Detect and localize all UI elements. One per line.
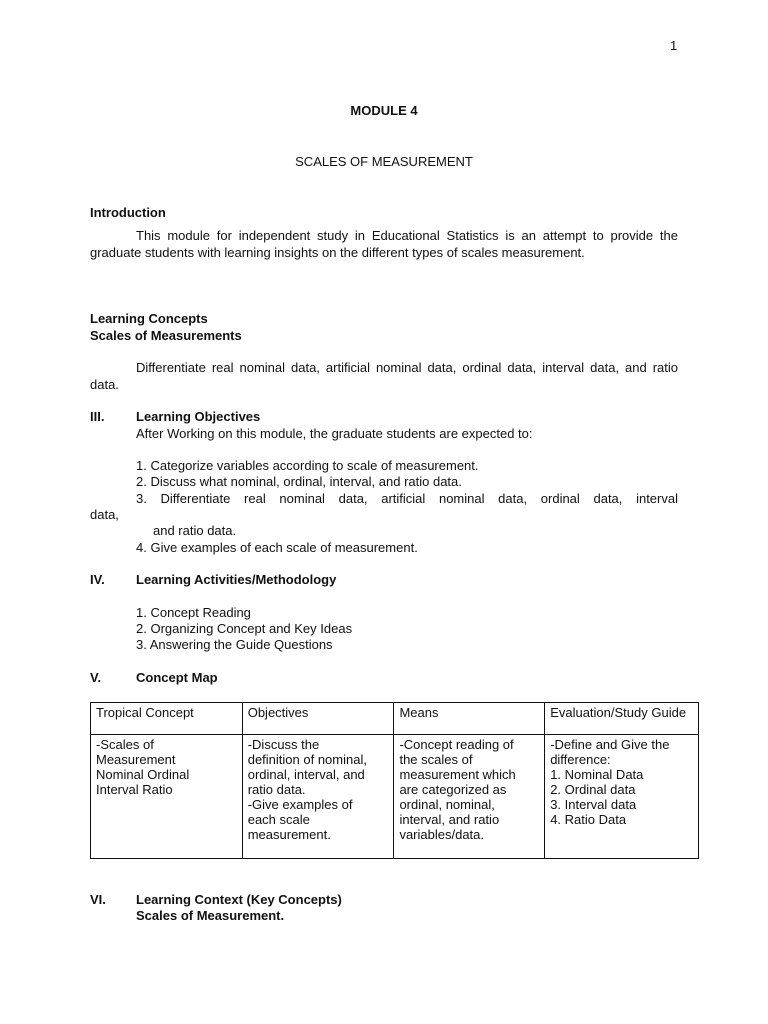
table-row bbox=[91, 735, 699, 859]
cell-line: ratio data. bbox=[247, 782, 306, 797]
intro-paragraph: This module for independent study in Educational Statistics is an attempt to provide the graduate students with learning insights on the different types of scales measurement. bbox=[90, 228, 678, 260]
activities-heading: Learning Activities/Methodology bbox=[136, 572, 337, 587]
section-number: VI. bbox=[90, 892, 106, 907]
objectives-heading: Learning Objectives bbox=[136, 409, 261, 424]
cell-line: 1. Nominal Data bbox=[550, 767, 644, 782]
cell-line: variables/data. bbox=[399, 827, 485, 842]
section-number: III. bbox=[90, 409, 105, 424]
list-item-continuation: data, bbox=[90, 507, 119, 522]
table-header-cell: Objectives bbox=[242, 703, 394, 735]
cell-line: -Scales of bbox=[96, 737, 154, 752]
cell-line: ordinal, nominal, bbox=[399, 797, 495, 812]
concept-map-table bbox=[90, 702, 699, 859]
learning-concepts-heading: Learning Concepts bbox=[90, 311, 208, 326]
cell-line: 2. Ordinal data bbox=[550, 782, 636, 797]
objectives-lead: After Working on this module, the graduate students are expected to: bbox=[136, 426, 533, 441]
concept-map-heading: Concept Map bbox=[136, 670, 218, 685]
context-heading: Learning Context (Key Concepts) bbox=[136, 892, 342, 907]
list-item: 4. Give examples of each scale of measurement. bbox=[136, 540, 418, 555]
cell-line: definition of nominal, bbox=[247, 752, 367, 767]
table-header-row bbox=[91, 703, 699, 735]
context-subheading: Scales of Measurement. bbox=[136, 908, 285, 923]
cell-line: each scale bbox=[247, 812, 310, 827]
table-cell bbox=[91, 735, 243, 859]
cell-line: measurement which bbox=[399, 767, 516, 782]
list-item: 3. Differentiate real nominal data, artificial nominal data, ordinal data, interval bbox=[136, 491, 678, 506]
section-number: IV. bbox=[90, 572, 105, 587]
cell-line: 3. Interval data bbox=[550, 797, 637, 812]
cell-line: ordinal, interval, and bbox=[247, 767, 365, 782]
list-item: 3. Answering the Guide Questions bbox=[136, 637, 333, 652]
table-cell bbox=[242, 735, 394, 859]
cell-line: -Discuss the bbox=[247, 737, 320, 752]
module-title: MODULE 4 bbox=[350, 103, 418, 118]
intro-heading: Introduction bbox=[90, 205, 166, 220]
cell-line: difference: bbox=[550, 752, 611, 767]
learning-concepts-paragraph: Differentiate real nominal data, artificial nominal data, ordinal data, interval data, and ratio data. bbox=[90, 360, 678, 392]
cell-line: measurement. bbox=[247, 827, 331, 842]
cell-line: 4. Ratio Data bbox=[550, 812, 627, 827]
table-cell bbox=[394, 735, 545, 859]
cell-line: -Define and Give the bbox=[550, 737, 670, 752]
list-item: 2. Discuss what nominal, ordinal, interval, and ratio data. bbox=[136, 474, 462, 489]
list-item: 1. Categorize variables according to scale of measurement. bbox=[136, 458, 479, 473]
cell-line: are categorized as bbox=[399, 782, 507, 797]
cell-line: Measurement bbox=[96, 752, 176, 767]
cell-line: -Give examples of bbox=[247, 797, 353, 812]
cell-line: interval, and ratio bbox=[399, 812, 500, 827]
table-header-cell: Evaluation/Study Guide bbox=[545, 703, 699, 735]
list-item-continuation: and ratio data. bbox=[153, 523, 237, 538]
table-header-cell: Means bbox=[394, 703, 545, 735]
cell-line: Interval Ratio bbox=[96, 782, 173, 797]
cell-line: Nominal Ordinal bbox=[96, 767, 190, 782]
page-number: 1 bbox=[670, 38, 678, 53]
section-number: V. bbox=[90, 670, 102, 685]
list-item: 1. Concept Reading bbox=[136, 605, 251, 620]
cell-line: -Concept reading of bbox=[399, 737, 514, 752]
list-item: 2. Organizing Concept and Key Ideas bbox=[136, 621, 353, 636]
table-cell bbox=[545, 735, 699, 859]
learning-concepts-subheading: Scales of Measurements bbox=[90, 328, 242, 343]
cell-line: the scales of bbox=[399, 752, 473, 767]
page-title: SCALES OF MEASUREMENT bbox=[295, 154, 473, 169]
table-header-cell: Tropical Concept bbox=[91, 703, 243, 735]
